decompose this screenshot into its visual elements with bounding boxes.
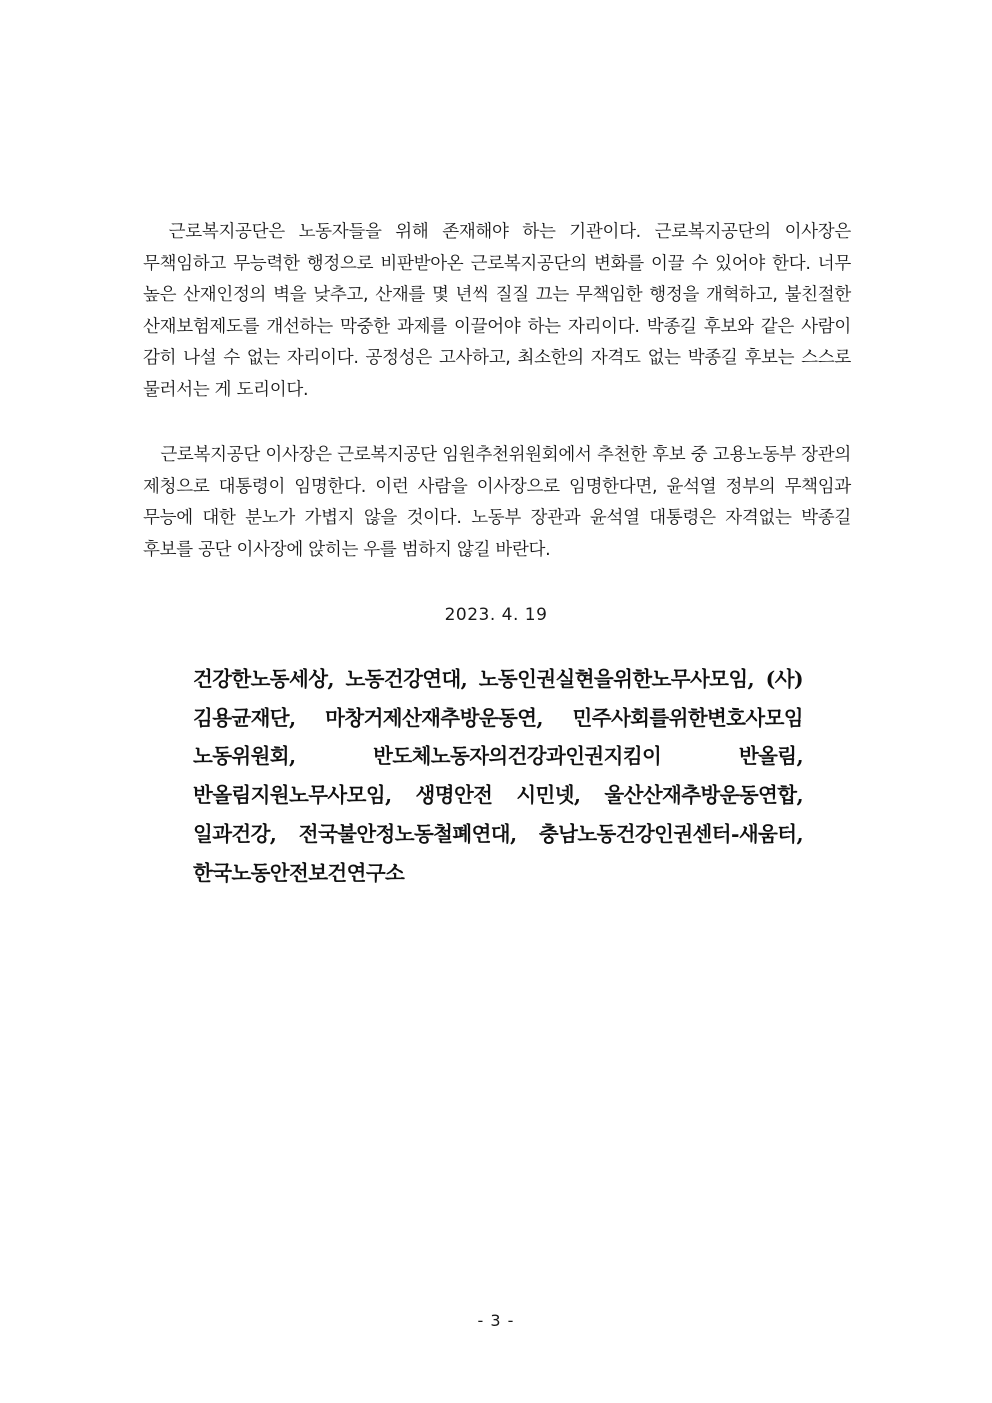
signatory-organizations: 건강한노동세상, 노동건강연대, 노동인권실현을위한노무사모임, (사)김용균재단, 마창거제산재추방운동연, 민주사회를위한변호사모임 노동위원회, 반도체노동자의건강과인권지킴이 반올림, 반올림지원노무사모임, 생명안전 시민넷, 울산산재추방운동연합, 일과건강, 전국불안정노동철폐연대, 충남노동건강인권센터-새움터, 한국노동안전보건연구소 bbox=[193, 667, 803, 885]
statement-date: 2023. 4. 19 bbox=[444, 605, 548, 625]
body-paragraph-2: 근로복지공단 이사장은 근로복지공단 임원추천위원회에서 추천한 후보 중 고용노동부 장관의 제청으로 대통령이 임명한다. 이런 사람을 이사장으로 임명한다면, 윤석열 정부의 무책임과 무능에 대한 분노가 가볍지 않을 것이다. 노동부 장관과 윤석열 대통령은 자격없는 박종길 후보를 공단 이사장에 앉히는 우를 범하지 않길 바란다. bbox=[143, 445, 851, 560]
body-paragraph-1: 근로복지공단은 노동자들을 위해 존재해야 하는 기관이다. 근로복지공단의 이사장은 무책임하고 무능력한 행정으로 비판받아온 근로복지공단의 변화를 이끌 수 있어야 한다. 너무 높은 산재인정의 벽을 낮추고, 산재를 몇 년씩 질질 끄는 무책임한 행정을 개혁하고, 불친절한 산재보험제도를 개선하는 막중한 과제를 이끌어야 하는 자리이다. 박종길 후보와 같은 사람이 감히 나설 수 없는 자리이다. 공정성은 고사하고, 최소한의 자격도 없는 박종길 후보는 스스로 물러서는 게 도리이다. bbox=[143, 222, 851, 400]
page-number: - 3 - bbox=[477, 1311, 515, 1330]
